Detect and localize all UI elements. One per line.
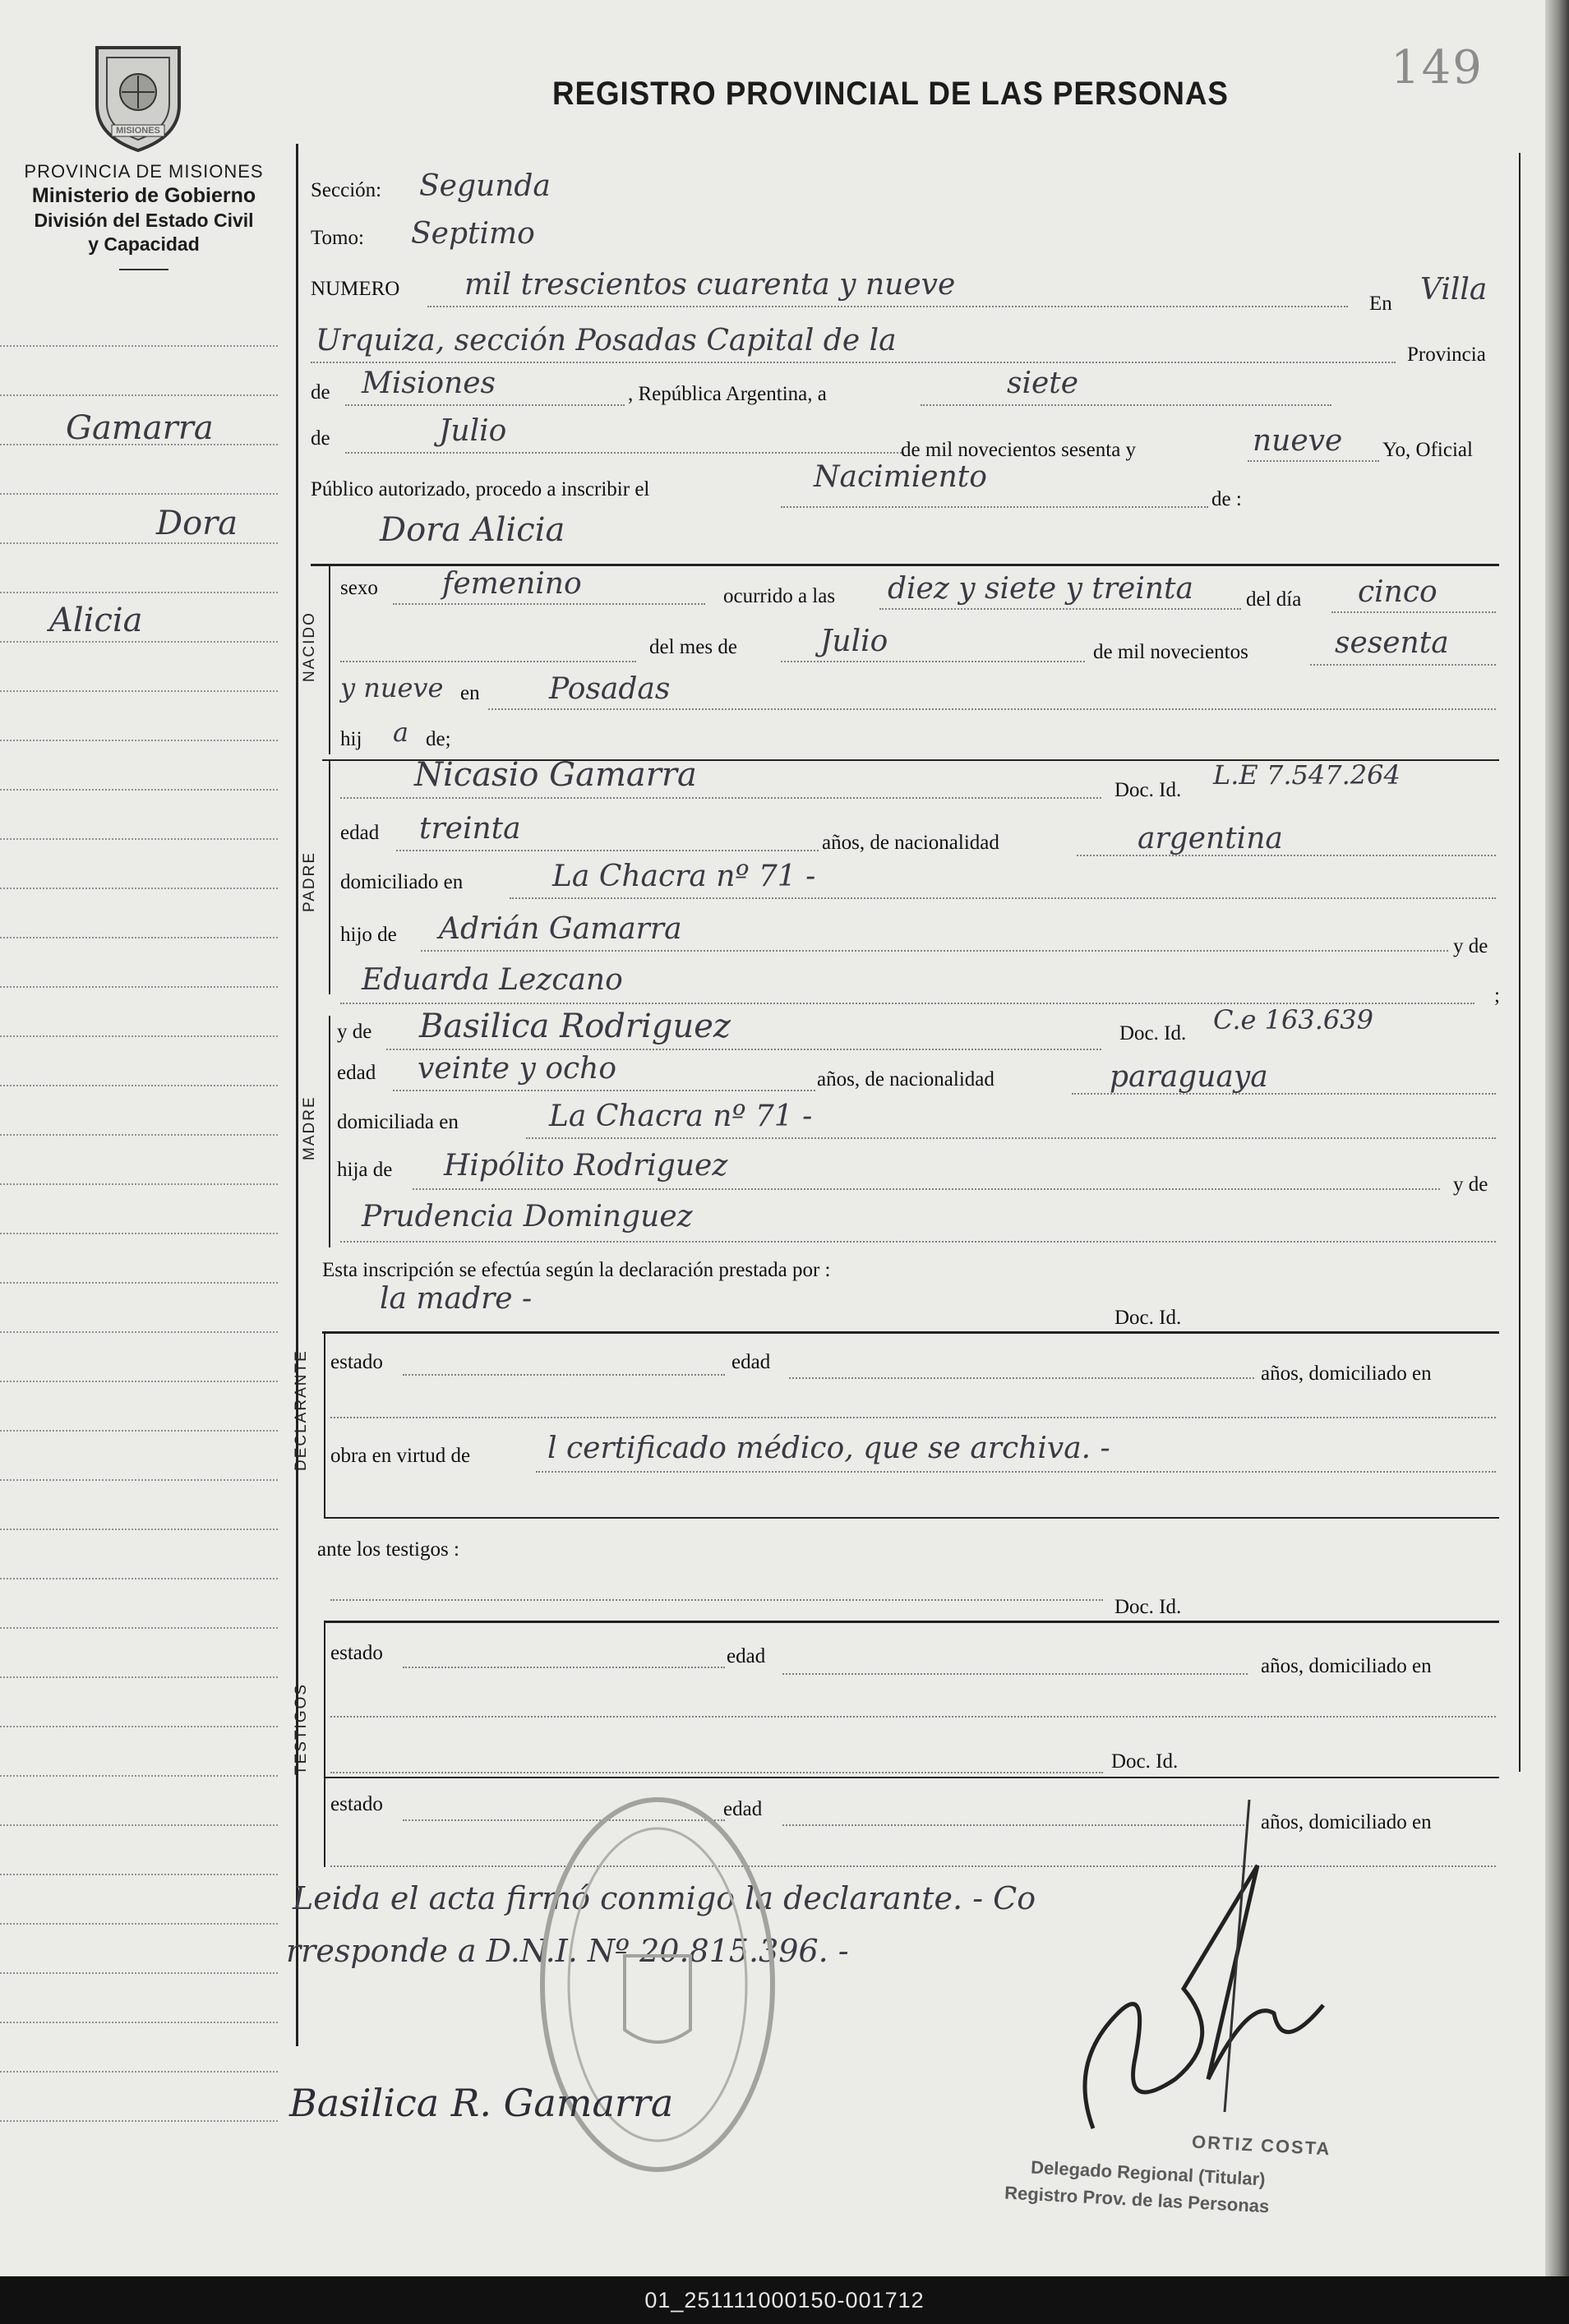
padre-doc-value: L.E 7.547.264 [1213,759,1401,791]
declarante-edad-line [789,1377,1254,1379]
margin-ruled-line [0,1381,278,1382]
margin-ruled-line [0,986,278,988]
provincia-line [345,404,625,406]
nacido-anio-value: sesenta [1335,626,1449,660]
tomo-value: Septimo [411,217,535,251]
nacido-dia-line [1331,611,1496,613]
folio-number: 149 [1391,41,1484,95]
declarante-obra-label: obra en virtud de [330,1445,471,1467]
seccion-value: Segunda [419,169,551,203]
testigo2-name-line [330,1772,1103,1773]
mes-line [345,452,904,454]
provincia-value: Misiones [362,367,496,400]
declarante-estado-line [403,1374,725,1376]
declarante-bottom-rule [324,1517,1499,1519]
nacido-section-label: NACIDO [301,611,318,682]
margin-ruled-line [0,592,278,593]
de2-label: de [311,427,330,450]
padre-nac-value: argentina [1138,822,1283,855]
dia-line [921,404,1331,406]
de3-label: de : [1211,488,1242,510]
testigo1-dom-label: años, domiciliado en [1261,1655,1432,1677]
seal-label: MISIONES [116,126,160,136]
margin-ruled-line [0,1726,278,1727]
nacido-bracket [329,564,330,754]
nacido-del-dia-label: del día [1246,588,1302,611]
margin-ruled-line [0,1627,278,1629]
madre-dom-label: domiciliada en [337,1111,459,1133]
de-label: de [311,381,330,403]
officer-title-line-2: Registro Prov. de las Personas [1004,2182,1270,2217]
acto-line [781,506,1208,508]
mes-value: Julio [439,414,507,448]
padre-dom-line [510,897,1496,899]
nacido-mes-line [781,661,1085,662]
en-label: En [1369,293,1392,315]
province-divider [119,269,168,270]
madre-section-label: MADRE [301,1095,318,1160]
nacido-hora-value: diez y siete y treinta [888,572,1193,606]
padre-name: Nicasio Gamarra [414,756,697,794]
madre-dom-value: La Chacra nº 71 - [549,1100,813,1133]
padre-padre-value: Adrián Gamarra [439,912,682,946]
margin-ruled-line [0,1775,278,1777]
testigo1-extra-line [330,1716,1496,1718]
madre-dom-line [526,1137,1496,1139]
declarante-edad-label: edad [731,1351,771,1373]
form-right-border [1519,153,1521,1772]
margin-ruled-line [0,2120,278,2122]
declarante-dom-label: años, domiciliado en [1261,1363,1432,1385]
province-block [0,161,288,270]
oficial-label: Yo, Oficial [1382,439,1473,461]
margin-ruled-line [0,1233,278,1234]
book-binding-edge [1545,0,1569,2276]
testigo1-name-line [330,1599,1103,1601]
province-line-3: División del Estado Civil [34,210,254,231]
madre-hija-line [413,1188,1440,1190]
officer-signature-icon [1060,1767,1356,2153]
republica-label: , República Argentina, a [628,383,827,405]
testigo2-estado-label: estado [330,1793,383,1815]
testigo1-doc-label: Doc. Id. [1114,1596,1182,1618]
closing-line-2: rresponde a D.N.I. Nº 20.815.396. - [286,1933,849,1969]
margin-ruled-line [0,1972,278,1974]
madre-doc-label: Doc. Id. [1119,1022,1187,1044]
margin-ruled-line [0,1134,278,1136]
numero-value: mil trescientos cuarenta y nueve [464,268,956,302]
madre-padre-value: Hipólito Rodriguez [444,1149,728,1183]
officer-title-line-1: Delegado Regional (Titular) [1030,2156,1267,2190]
margin-ruled-line [0,2022,278,2023]
province-line-2: Ministerio de Gobierno [31,184,256,207]
padre-nac-label: años, de nacionalidad [822,832,999,854]
officer-name: ORTIZ COSTA [1191,2131,1332,2160]
anio-label: de mil novecientos sesenta y [901,439,1137,461]
lugar-line [311,362,1396,363]
nacido-de-label: de; [426,728,451,750]
nacido-lugar-line [488,708,1496,710]
padre-edad-label: edad [340,822,380,844]
madre-bracket [329,1016,330,1247]
nacido-sexo-value: femenino [442,567,582,601]
margin-ruled-line [0,1479,278,1481]
padre-semicolon: ; [1494,984,1500,1007]
margin-ruled-line [0,493,278,495]
anio-value: nueve [1253,424,1343,458]
testigos-top-rule [324,1621,1499,1623]
file-id-footer: 01_251111000150-001712 [0,2276,1569,2324]
declarante-intro: Esta inscripción se efectúa según la declaración prestada por : [322,1259,831,1281]
provincia-label: Provincia [1407,344,1486,366]
nacido-pre-mes-line [340,661,636,662]
declarante-section-label: DECLARANTE [293,1349,310,1471]
declarant-signature: Basilica R. Gamarra [289,2081,674,2125]
nacido-top-rule [311,564,1499,566]
padre-edad-value: treinta [419,812,521,846]
margin-ruled-line [0,2071,278,2073]
margin-name-1: Dora [156,505,238,542]
margin-ruled-line [0,740,278,741]
nacido-sexo-label: sexo [340,577,378,599]
margin-ruled-line [0,1676,278,1678]
nacido-mes-label: del mes de [649,636,737,658]
margin-ruled-line [0,838,278,840]
padre-doc-label: Doc. Id. [1114,779,1182,801]
nacido-sexo-line [393,603,705,605]
nacido-ocurrido-label: ocurrido a las [723,585,836,607]
lugar-value: Urquiza, sección Posadas Capital de la [316,324,897,357]
margin-ruled-line [0,345,278,347]
testigo2-dom-label: años, domiciliado en [1261,1811,1432,1833]
declarante-obra-value: l certificado médico, que se archiva. - [547,1432,1110,1465]
padre-dom-value: La Chacra nº 71 - [552,860,816,893]
nacido-lugar-value: Posadas [549,672,671,706]
margin-surname: Gamarra [66,409,214,447]
declarante-doc-label: Doc. Id. [1114,1307,1182,1329]
madre-name-line [386,1049,1101,1050]
numero-label: NUMERO [311,278,400,300]
declarante-extra-line [330,1417,1496,1418]
nacido-mes-value: Julio [820,625,888,658]
closing-line-1: Leida el acta firmó conmigo la declarante. - Co [293,1880,1036,1916]
margin-ruled-line [0,641,278,643]
padre-y-de-label: y de [1453,935,1488,957]
province-line-4: y Capacidad [88,233,200,255]
margin-ruled-line [0,937,278,938]
madre-nac-label: años, de nacionalidad [817,1068,994,1091]
testigo2-edad-label: edad [723,1798,763,1820]
margin-ruled-line [0,1085,278,1086]
margin-ruled-line [0,1874,278,1875]
officer-signature [1060,1767,1356,2153]
madre-nac-value: paraguaya [1110,1060,1268,1094]
nacido-hij-label: hij [340,728,362,750]
numero-line [427,306,1348,307]
dia-value: siete [1007,367,1079,400]
province-line-1: PROVINCIA DE MISIONES [24,161,264,182]
padre-madre-value: Eduarda Lezcano [362,963,623,997]
madre-madre-line [340,1241,1496,1243]
margin-ruled-line [0,1578,278,1579]
madre-doc-value: C.e 163.639 [1213,1004,1373,1035]
madre-edad-value: veinte y ocho [418,1052,617,1086]
declarante-bracket [324,1331,325,1519]
testigo1-edad-label: edad [727,1645,766,1667]
declarante-obra-line [536,1471,1496,1473]
publico-label: Público autorizado, procedo a inscribir el [311,478,650,500]
padre-edad-line [396,850,819,851]
margin-ruled-line [0,394,278,396]
anio-line [1248,460,1379,462]
nacido-dia-value: cinco [1358,575,1437,609]
testigos-bracket [324,1621,325,1867]
padre-bracket [329,759,330,994]
testigo2-doc-label: Doc. Id. [1111,1750,1179,1773]
testigo1-estado-line [403,1667,725,1668]
nacido-anio2-value: y nueve [340,672,444,703]
padre-hijo-label: hijo de [340,924,397,946]
margin-ruled-line [0,542,278,544]
padre-name-line [340,797,1101,799]
nacido-name: Dora Alicia [380,511,565,549]
margin-ruled-line [0,1282,278,1284]
nacido-hij-value: a [393,717,409,748]
seal-icon [89,39,187,154]
nacido-en-label: en [460,682,480,704]
seccion-label: Sección: [311,179,382,201]
madre-edad-line [393,1090,815,1091]
padre-hijo-line [421,950,1448,952]
nacido-anio-label: de mil novecientos [1093,641,1248,663]
testigo1-estado-label: estado [330,1642,383,1664]
madre-y-de-label: y de [337,1021,372,1043]
declarante-name: la madre - [380,1282,533,1316]
margin-ruled-line [0,1923,278,1925]
declarante-estado-label: estado [330,1351,383,1373]
margin-name-2: Alicia [49,602,143,639]
en-value: Villa [1420,273,1488,307]
madre-edad-label: edad [337,1062,376,1084]
margin-ruled-line [0,1824,278,1826]
margin-ruled-line [0,888,278,889]
madre-hija-label: hija de [337,1159,393,1181]
madre-madre-value: Prudencia Dominguez [362,1200,693,1233]
margin-ruled-line [0,1529,278,1530]
madre-name: Basilica Rodriguez [419,1008,731,1045]
testigo1-edad-line [782,1673,1248,1675]
provincial-seal [89,39,187,154]
padre-dom-label: domiciliado en [340,871,464,893]
nacido-hora-line [879,608,1241,610]
margin-ruled-line [0,789,278,791]
margin-ruled-line [0,1331,278,1333]
margin-ruled-line [0,1183,278,1185]
margin-ruled-line [0,1035,278,1037]
madre-y-de2-label: y de [1453,1174,1488,1196]
testigos-section-label: TESTIGOS [293,1682,310,1775]
nacido-anio-line [1310,664,1496,666]
acto-value: Nacimiento [814,460,987,494]
declarante-top-rule [322,1331,1499,1334]
padre-section-label: PADRE [301,851,318,912]
tomo-label: Tomo: [311,227,364,249]
page-title: REGISTRO PROVINCIAL DE LAS PERSONAS [552,76,1229,112]
margin-ruled-line [0,690,278,692]
margin-ruled-line [0,1430,278,1432]
testigos-intro: ante los testigos : [317,1538,459,1561]
